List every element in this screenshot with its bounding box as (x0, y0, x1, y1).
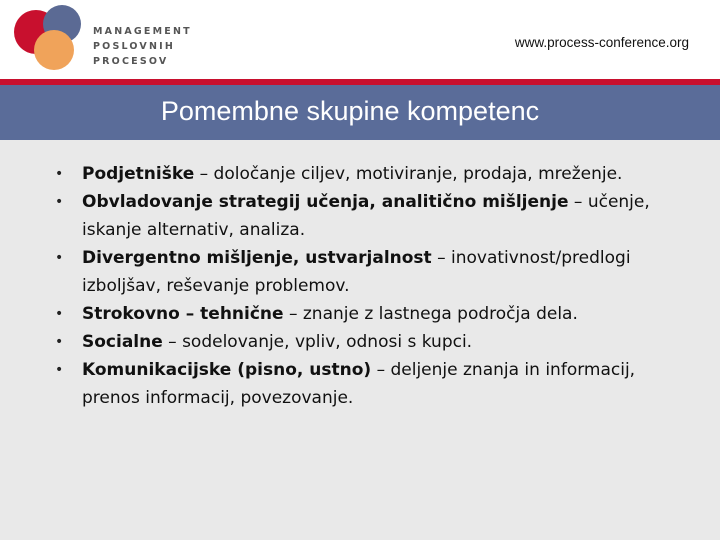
bullet-description: sodelovanje, vpliv, odnosi s kupci. (182, 332, 473, 352)
bullet-item (0, 300, 682, 328)
bullet-description: določanje ciljev, motiviranje, prodaja, mreženje. (213, 164, 623, 184)
logo-line: MANAGEMENT (93, 26, 192, 37)
bullet-dot-icon: • (55, 166, 64, 182)
bullet-description: deljenje znanja in informacij, prenos informacij, povezovanje. (82, 360, 636, 408)
bullet-description: inovativnost/predlogi izboljšav, reševanje problemov. (82, 248, 631, 296)
bullet-item (0, 244, 682, 300)
bullet-dot-icon: • (55, 334, 64, 350)
bullet-description: učenje, iskanje alternativ, analiza. (82, 192, 650, 240)
slide-content (0, 140, 720, 540)
logo-line: PROCESOV (93, 56, 169, 67)
bullet-separator: – (431, 248, 451, 268)
bullet-separator: – (371, 360, 391, 380)
bullet-list (0, 160, 720, 412)
bullet-dot-icon: • (55, 362, 64, 378)
bullet-dot-icon: • (55, 194, 64, 210)
bullet-dot-icon: • (55, 250, 64, 266)
bullet-item (0, 328, 682, 356)
bullet-item (0, 356, 682, 412)
title-bar (0, 85, 720, 140)
logo-wordmark (93, 24, 192, 69)
slide-title: Pomembne skupine kompetenc (160, 96, 540, 126)
bullet-separator: – (162, 332, 183, 352)
bullet-term: Komunikacijske (pisno, ustno) (82, 360, 372, 380)
slide-header (0, 0, 720, 78)
bullet-dot-icon: • (55, 306, 64, 322)
bullet-description: znanje z lastnega področja dela. (302, 304, 578, 324)
bullet-item (0, 188, 682, 244)
bullet-term: Strokovno – tehnične (82, 304, 284, 324)
bullet-term: Podjetniške (82, 164, 195, 184)
bullet-separator: – (194, 164, 214, 184)
bullet-term: Socialne (82, 332, 163, 352)
bullet-term: Obvladovanje strategij učenja, analitično mišljenje (82, 192, 569, 212)
bullet-separator: – (568, 192, 588, 212)
bullet-separator: – (283, 304, 303, 324)
bullet-term: Divergentno mišljenje, ustvarjalnost (82, 248, 432, 268)
conference-url: www.process-conference.org (514, 35, 689, 50)
logo-line: POSLOVNIH (93, 41, 176, 52)
bullet-item (0, 160, 682, 188)
logo-circles-icon (12, 2, 88, 74)
